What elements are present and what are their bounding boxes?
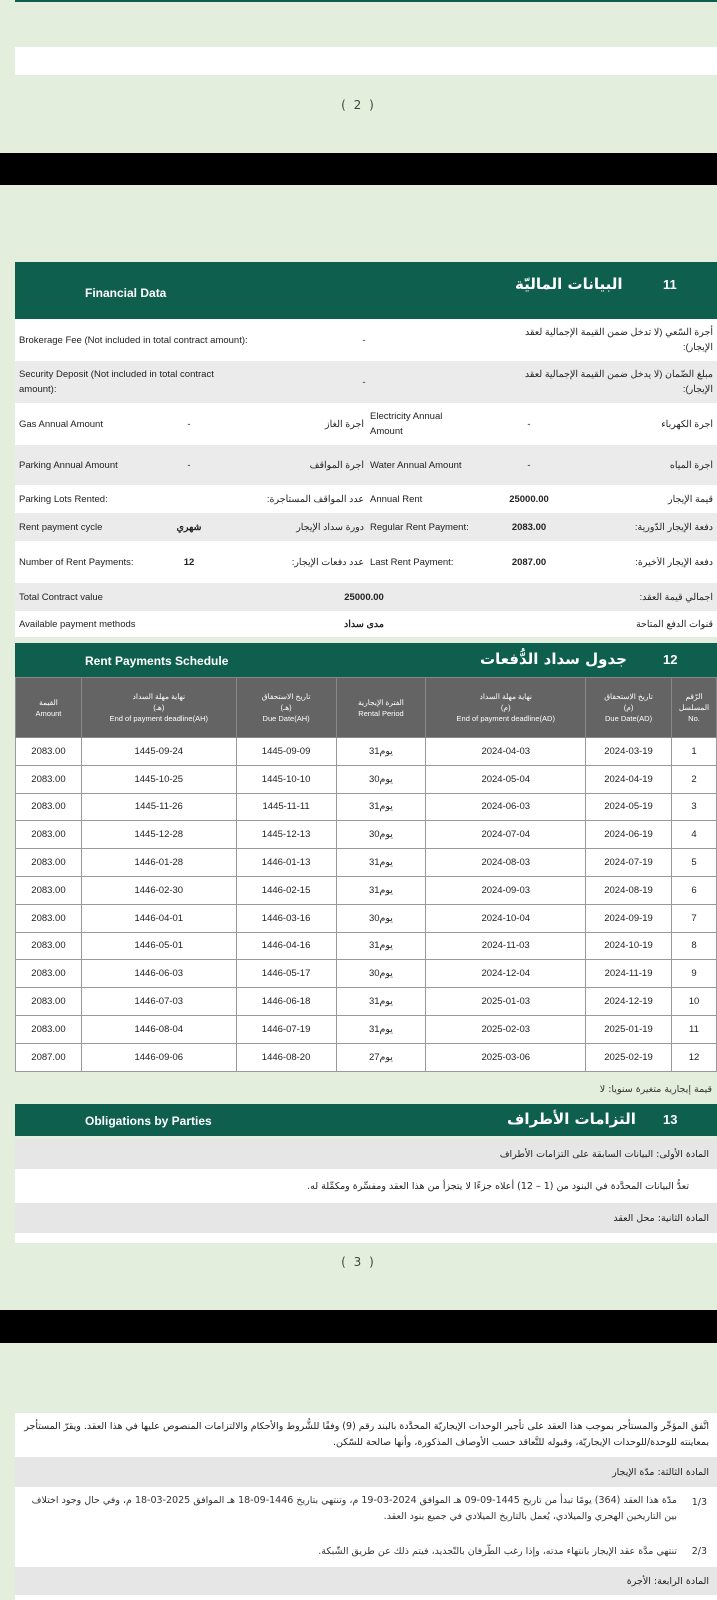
financial-row: Rent payment cycle شهري دورة سداد الإيجار Regular Rent Payment: 2083.00 دفعة الإيجار الدّورية: <box>15 513 717 541</box>
schedule-table-wrap <box>15 677 717 1072</box>
schedule-cell-amount: 2083.00 <box>16 793 82 821</box>
schedule-cell-end-ad: 2025-02-03 <box>426 1015 586 1043</box>
article-3-1-number: 1/3 <box>691 1497 707 1508</box>
schedule-cell-end-ah: 1445-10-25 <box>81 765 236 793</box>
obligations-header <box>15 1104 717 1136</box>
schedule-cell-end-ah: 1446-02-30 <box>81 876 236 904</box>
schedule-cell-no: 1 <box>671 738 716 766</box>
page2-footer-row <box>15 47 717 75</box>
schedule-cell-end-ad: 2024-04-03 <box>426 738 586 766</box>
schedule-cell-no: 8 <box>671 932 716 960</box>
schedule-cell-amount: 2083.00 <box>16 932 82 960</box>
article-1-text: تعدُّ البيانات المحدَّدة في البنود من (1 – 12) أعلاه جزءًا لا يتجزأ من هذا العقد ومفسِّرة ومكمِّلة له. <box>15 1169 717 1203</box>
schedule-row <box>16 932 717 960</box>
schedule-cell-end-ad: 2024-06-03 <box>426 793 586 821</box>
schedule-cell-amount: 2083.00 <box>16 765 82 793</box>
schedule-cell-end-ah: 1445-12-28 <box>81 821 236 849</box>
financial-title-ar: البيانات الماليّة <box>515 275 623 293</box>
article-3-2-text: تنتهي مدَّة عقد الإيجار بانتهاء مدته، وإذا رغب الطّرفان بالتّجديد، فيتم ذلك عن طريق الشّبكة. <box>318 1546 677 1557</box>
schedule-cell-end-ah: 1446-09-06 <box>81 1043 236 1071</box>
schedule-cell-due-ah: 1446-07-19 <box>236 1015 336 1043</box>
schedule-cell-amount: 2083.00 <box>16 876 82 904</box>
schedule-row <box>16 849 717 877</box>
financial-row: Total Contract value 25000.00 اجمالي قيمة العقد: <box>15 583 717 611</box>
schedule-cell-due-ad: 2024-10-19 <box>586 932 672 960</box>
schedule-row <box>16 738 717 766</box>
article-3-1-text: مدّة هذا العقد (364) يومًا تبدأ من تاريخ 1445-09-09 هـ الموافق 2024-03-19 م، وتنتهي بتاريخ 1446-09-18 هـ الموافق 2025-03-18 م، وفي حال وجود اختلاف بين التاريخين الهجري والميلادي، يُعمل بالتاريخ الميلادي في جميع بنود العقد. <box>31 1495 677 1522</box>
financial-row: Parking Lots Rented: عدد المواقف المستأجرة: Annual Rent 25000.00 قيمة الإيجار <box>15 485 717 513</box>
financial-row: Number of Rent Payments: 12 عدد دفعات الإيجار: Last Rent Payment: 2087.00 دفعة الإيجار الأخيرة: <box>15 541 717 583</box>
financial-row: Available payment methods مدى سداد قنوات الدفع المتاحة <box>15 611 717 637</box>
article-1-title: المادة الأولى: البيانات السابقة على التزامات الأطراف <box>15 1139 717 1169</box>
schedule-title-en: Rent Payments Schedule <box>85 654 229 668</box>
schedule-cell-period: 31يوم <box>336 1015 426 1043</box>
obligations-section-number: 13 <box>663 1112 678 1127</box>
article-3-2-number: 2/3 <box>691 1546 707 1557</box>
schedule-row <box>16 1015 717 1043</box>
schedule-cell-no: 12 <box>671 1043 716 1071</box>
schedule-cell-due-ah: 1446-01-13 <box>236 849 336 877</box>
schedule-cell-no: 3 <box>671 793 716 821</box>
schedule-cell-due-ad: 2024-04-19 <box>586 765 672 793</box>
schedule-cell-end-ah: 1446-04-01 <box>81 904 236 932</box>
schedule-cell-period: 31يوم <box>336 876 426 904</box>
schedule-cell-due-ah: 1446-04-16 <box>236 932 336 960</box>
schedule-header-row <box>16 678 717 738</box>
schedule-cell-due-ad: 2024-06-19 <box>586 821 672 849</box>
schedule-cell-period: 31يوم <box>336 932 426 960</box>
schedule-cell-due-ad: 2025-02-19 <box>586 1043 672 1071</box>
article-3-1 <box>15 1487 717 1537</box>
schedule-cell-amount: 2083.00 <box>16 904 82 932</box>
schedule-cell-end-ah: 1445-11-26 <box>81 793 236 821</box>
financial-header <box>15 262 717 319</box>
schedule-cell-period: 30يوم <box>336 765 426 793</box>
page-separator-2 <box>0 1310 717 1343</box>
page-number-3: ( 3 ) <box>341 1255 376 1269</box>
financial-row: Parking Annual Amount - أجرة المواقف Water Annual Amount - أجرة المياه <box>15 445 717 485</box>
financial-table <box>15 319 717 637</box>
financial-row: Security Deposit (Not included in total contract amount): - مبلغ الضّمان (لا يدخل ضمن القيمة الإجمالية لعقد الإيجار): <box>15 361 717 403</box>
financial-title-en: Financial Data <box>85 286 167 300</box>
schedule-cell-due-ad: 2024-08-19 <box>586 876 672 904</box>
schedule-cell-period: 30يوم <box>336 821 426 849</box>
schedule-cell-no: 2 <box>671 765 716 793</box>
schedule-cell-end-ad: 2024-11-03 <box>426 932 586 960</box>
col-due-ad: تاريخ الاستحقاق (م) Due Date(AD) <box>586 678 672 738</box>
schedule-row <box>16 988 717 1016</box>
schedule-cell-due-ah: 1446-06-18 <box>236 988 336 1016</box>
schedule-row <box>16 821 717 849</box>
schedule-cell-due-ah: 1445-09-09 <box>236 738 336 766</box>
schedule-cell-period: 31يوم <box>336 988 426 1016</box>
schedule-cell-period: 30يوم <box>336 960 426 988</box>
schedule-cell-no: 4 <box>671 821 716 849</box>
schedule-header <box>15 643 717 677</box>
schedule-cell-due-ad: 2025-01-19 <box>586 1015 672 1043</box>
schedule-cell-end-ad: 2024-07-04 <box>426 821 586 849</box>
schedule-row <box>16 765 717 793</box>
schedule-cell-end-ad: 2024-08-03 <box>426 849 586 877</box>
col-amount: القيمة Amount <box>16 678 82 738</box>
schedule-cell-due-ad: 2024-07-19 <box>586 849 672 877</box>
schedule-cell-amount: 2083.00 <box>16 960 82 988</box>
schedule-cell-amount: 2083.00 <box>16 988 82 1016</box>
article-4-title: المادة الرابعة: الأجرة <box>15 1567 717 1595</box>
schedule-section-number: 12 <box>663 652 678 667</box>
article-2-title: المادة الثانية: محل العقد <box>15 1203 717 1233</box>
financial-section-number: 11 <box>663 277 677 292</box>
col-period: الفترة الإيجارية Rental Period <box>336 678 426 738</box>
schedule-cell-amount: 2083.00 <box>16 1015 82 1043</box>
variable-rent-note: قيمة إيجارية متغيرة سنويا: لا <box>599 1084 712 1095</box>
schedule-cell-end-ad: 2025-01-03 <box>426 988 586 1016</box>
col-no: الرّقم المسلسل No. <box>671 678 716 738</box>
obligations-title-en: Obligations by Parties <box>85 1114 212 1128</box>
schedule-cell-due-ad: 2024-11-19 <box>586 960 672 988</box>
financial-row: Gas Annual Amount - أجرة الغاز Electricity Annual Amount - أجرة الكهرباء <box>15 403 717 445</box>
schedule-row <box>16 876 717 904</box>
schedule-cell-due-ad: 2024-12-19 <box>586 988 672 1016</box>
page-bottom-row <box>15 1595 717 1600</box>
schedule-row <box>16 1043 717 1071</box>
financial-row: Brokerage Fee (Not included in total contract amount): - أجرة السّعي (لا تدخل ضمن القيمة الإجمالية لعقد الإيجار): <box>15 319 717 361</box>
schedule-cell-end-ah: 1446-06-03 <box>81 960 236 988</box>
schedule-cell-no: 9 <box>671 960 716 988</box>
schedule-cell-due-ah: 1445-11-11 <box>236 793 336 821</box>
page-separator <box>0 153 717 185</box>
schedule-cell-amount: 2083.00 <box>16 849 82 877</box>
schedule-row <box>16 904 717 932</box>
article-3-2 <box>15 1537 717 1567</box>
schedule-cell-amount: 2087.00 <box>16 1043 82 1071</box>
schedule-cell-end-ah: 1446-08-04 <box>81 1015 236 1043</box>
schedule-cell-period: 31يوم <box>336 738 426 766</box>
article-2-spacer <box>15 1233 717 1243</box>
schedule-cell-due-ah: 1445-10-10 <box>236 765 336 793</box>
schedule-cell-no: 10 <box>671 988 716 1016</box>
schedule-cell-end-ad: 2024-05-04 <box>426 765 586 793</box>
article-3-title: المادة الثالثة: مدّة الإيجار <box>15 1457 717 1487</box>
schedule-cell-due-ah: 1446-02-15 <box>236 876 336 904</box>
schedule-cell-end-ad: 2025-03-06 <box>426 1043 586 1071</box>
schedule-cell-period: 31يوم <box>336 793 426 821</box>
schedule-cell-due-ad: 2024-05-19 <box>586 793 672 821</box>
schedule-cell-end-ah: 1446-05-01 <box>81 932 236 960</box>
schedule-cell-no: 5 <box>671 849 716 877</box>
schedule-cell-end-ad: 2024-10-04 <box>426 904 586 932</box>
col-end-ad: نهاية مهلة السداد (م) End of payment deadline(AD) <box>426 678 586 738</box>
schedule-cell-due-ah: 1445-12-13 <box>236 821 336 849</box>
schedule-row <box>16 960 717 988</box>
article-2-text: اتَّفق المؤجِّر والمستأجر بموجب هذا العقد على تأجير الوحدات الإيجاريّة المحدَّدة بالبند رقم (9) وفقًا للشُّروط والأحكام والالتزامات المنصوص عليها في هذا العقد. ويقرّ المستأجر بمعاينته للوحدة/للوحدات الإيجاريّة، وقبوله للتَّعاقد حسب الأوصاف المذكورة، وأنها صالحة للسّكن. <box>15 1413 717 1457</box>
schedule-cell-due-ah: 1446-03-16 <box>236 904 336 932</box>
schedule-cell-end-ah: 1445-09-24 <box>81 738 236 766</box>
schedule-cell-period: 27يوم <box>336 1043 426 1071</box>
schedule-cell-no: 11 <box>671 1015 716 1043</box>
schedule-cell-due-ah: 1446-08-20 <box>236 1043 336 1071</box>
col-end-ah: نهاية مهلة السداد (هـ) End of payment deadline(AH) <box>81 678 236 738</box>
schedule-cell-end-ah: 1446-07-03 <box>81 988 236 1016</box>
schedule-cell-amount: 2083.00 <box>16 821 82 849</box>
schedule-cell-period: 30يوم <box>336 904 426 932</box>
schedule-cell-end-ad: 2024-12-04 <box>426 960 586 988</box>
schedule-cell-amount: 2083.00 <box>16 738 82 766</box>
schedule-cell-end-ah: 1446-01-28 <box>81 849 236 877</box>
schedule-cell-period: 31يوم <box>336 849 426 877</box>
schedule-cell-end-ad: 2024-09-03 <box>426 876 586 904</box>
schedule-cell-due-ad: 2024-09-19 <box>586 904 672 932</box>
obligations-title-ar: التزامات الأطراف <box>507 1110 636 1128</box>
schedule-cell-due-ad: 2024-03-19 <box>586 738 672 766</box>
schedule-cell-due-ah: 1446-05-17 <box>236 960 336 988</box>
col-due-ah: تاريخ الاستحقاق (هـ) Due Date(AH) <box>236 678 336 738</box>
page-number-2: ( 2 ) <box>341 98 376 112</box>
schedule-row <box>16 793 717 821</box>
schedule-table <box>15 677 717 1072</box>
schedule-cell-no: 7 <box>671 904 716 932</box>
schedule-title-ar: جدول سداد الدُّفعات <box>480 650 627 668</box>
top-rule <box>15 0 717 2</box>
schedule-cell-no: 6 <box>671 876 716 904</box>
